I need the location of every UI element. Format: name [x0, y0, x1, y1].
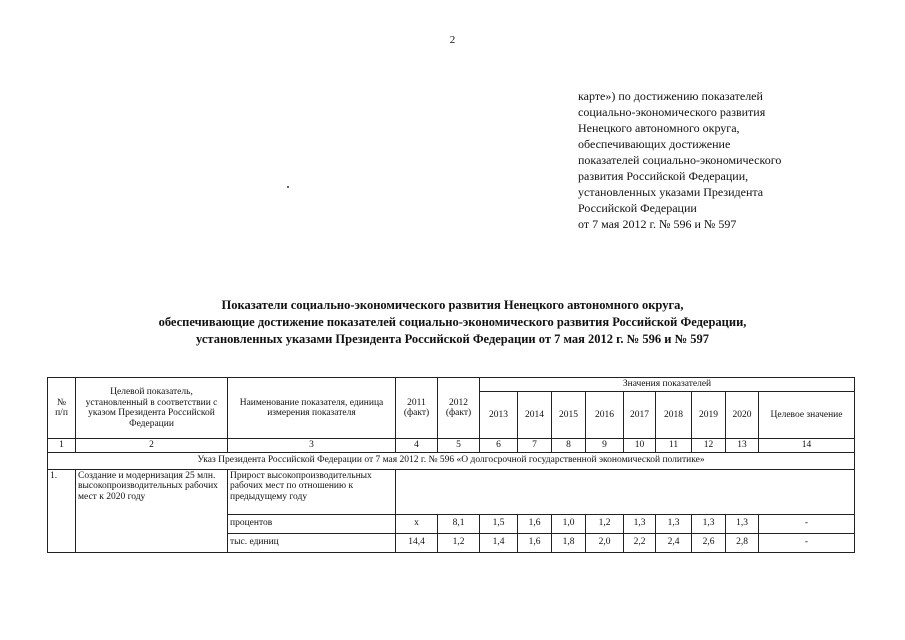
value-cell: - [759, 533, 855, 552]
title-line: Показатели социально-экономического развития Ненецкого автономного округа, [221, 298, 684, 312]
column-number: 8 [552, 439, 586, 453]
value-cell: 1,3 [656, 514, 692, 533]
value-cell: 1,4 [480, 533, 518, 552]
header-indicator: Наименование показателя, единица измерения показателя [228, 378, 396, 439]
indicators-table [47, 377, 855, 553]
value-cell: 2,6 [692, 533, 726, 552]
value-cell: 2,0 [586, 533, 624, 552]
title-line: установленных указами Президента Российской Федерации от 7 мая 2012 г. № 596 и № 597 [195, 332, 710, 346]
column-number: 9 [586, 439, 624, 453]
addressee-line: социально-экономического развития [578, 105, 766, 119]
column-number: 7 [518, 439, 552, 453]
value-cell: 1,3 [726, 514, 759, 533]
value-cell: 1,3 [692, 514, 726, 533]
unit-cell: тыс. единиц [228, 533, 396, 552]
header-year: 2017 [624, 392, 656, 439]
header-2012: 2012 (факт) [438, 378, 480, 439]
column-numbers-row [48, 439, 855, 453]
addressee-line: развития Российской Федерации, [578, 169, 749, 183]
column-number: 4 [396, 439, 438, 453]
item-target: Создание и модернизация 25 млн. высокопроизводительных рабочих мест к 2020 году [76, 469, 228, 552]
header-target-value: Целевое значение [759, 392, 855, 439]
value-cell: 1,2 [586, 514, 624, 533]
column-number: 2 [76, 439, 228, 453]
column-number: 3 [228, 439, 396, 453]
value-cell: 1,6 [518, 514, 552, 533]
column-number: 5 [438, 439, 480, 453]
addressee-line: карте») по достижению показателей [578, 89, 763, 103]
item-indicator-title: Прирост высокопроизводительных рабочих мест по отношению к предыдущему году [228, 469, 396, 514]
value-cell: 2,2 [624, 533, 656, 552]
header-year: 2018 [656, 392, 692, 439]
value-cell: 1,6 [518, 533, 552, 552]
page-number: 2 [449, 34, 456, 46]
column-number: 13 [726, 439, 759, 453]
empty-cell [396, 469, 855, 514]
header-year: 2020 [726, 392, 759, 439]
addressee-block [578, 88, 878, 232]
section-title: Указ Президента Российской Федерации от 7 мая 2012 г. № 596 «О долгосрочной государственной экономической политике» [48, 452, 855, 469]
header-num: № п/п [48, 378, 76, 439]
value-cell: 2,8 [726, 533, 759, 552]
addressee-line: от 7 мая 2012 г. № 596 и № 597 [578, 217, 737, 231]
value-cell: 2,4 [656, 533, 692, 552]
header-year: 2013 [480, 392, 518, 439]
header-year: 2015 [552, 392, 586, 439]
value-cell: 1,2 [438, 533, 480, 552]
document-title [0, 297, 905, 348]
unit-cell: процентов [228, 514, 396, 533]
value-cell: 1,8 [552, 533, 586, 552]
column-number: 12 [692, 439, 726, 453]
header-target: Целевой показатель, установленный в соответствии с указом Президента Российской Федерации [76, 378, 228, 439]
header-year: 2016 [586, 392, 624, 439]
scan-speck [287, 186, 289, 188]
addressee-line: Ненецкого автономного округа, [578, 121, 740, 135]
value-cell: 1,0 [552, 514, 586, 533]
header-2011: 2011 (факт) [396, 378, 438, 439]
column-number: 10 [624, 439, 656, 453]
section-row [48, 452, 855, 469]
value-cell: 1,3 [624, 514, 656, 533]
title-line: обеспечивающие достижение показателей социально-экономического развития Российской Федерации, [158, 315, 747, 329]
header-year: 2019 [692, 392, 726, 439]
value-cell: - [759, 514, 855, 533]
item-number: 1. [48, 469, 76, 552]
addressee-line: установленных указами Президента [578, 185, 764, 199]
value-cell: 1,5 [480, 514, 518, 533]
value-cell: 14,4 [396, 533, 438, 552]
value-cell: 8,1 [438, 514, 480, 533]
header-year: 2014 [518, 392, 552, 439]
column-number: 1 [48, 439, 76, 453]
column-number: 14 [759, 439, 855, 453]
column-number: 11 [656, 439, 692, 453]
value-cell: х [396, 514, 438, 533]
table-row [48, 469, 855, 514]
addressee-line: Российской Федерации [578, 201, 697, 215]
column-number: 6 [480, 439, 518, 453]
addressee-line: обеспечивающих достижение [578, 137, 731, 151]
addressee-line: показателей социально-экономического [578, 153, 782, 167]
header-values-group: Значения показателей [480, 378, 855, 392]
